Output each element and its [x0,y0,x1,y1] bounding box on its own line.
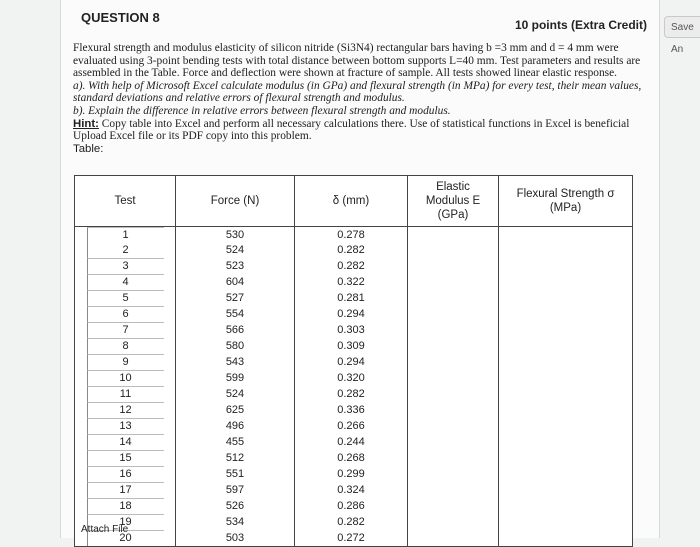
strength-cell [499,370,633,386]
modulus-cell [408,482,499,498]
header-modulus [408,176,499,227]
force-cell: 524 [176,386,295,402]
deflection-cell: 0.286 [295,498,408,514]
test-number: 20 [87,530,164,546]
modulus-cell [408,243,499,258]
deflection-cell: 0.299 [295,466,408,482]
force-cell: 523 [176,258,295,274]
modulus-cell [408,530,499,547]
force-cell: 526 [176,498,295,514]
force-cell: 530 [176,227,295,244]
table-row [75,227,633,244]
modulus-cell [408,274,499,290]
strength-cell [499,466,633,482]
strength-cell [499,402,633,418]
deflection-cell: 0.282 [295,258,408,274]
strength-cell [499,386,633,402]
test-number: 15 [87,450,164,466]
test-cell [75,386,176,402]
strength-cell [499,322,633,338]
table-header-row [75,176,633,227]
strength-cell [499,354,633,370]
test-cell [75,402,176,418]
force-cell: 597 [176,482,295,498]
table-body [75,227,633,547]
modulus-cell [408,450,499,466]
modulus-cell [408,322,499,338]
table-row [75,466,633,482]
table-row [75,450,633,466]
strength-cell [499,227,633,244]
header-strength [499,176,633,227]
table-row [75,338,633,354]
strength-cell [499,450,633,466]
deflection-cell: 0.294 [295,354,408,370]
table-row [75,290,633,306]
strength-cell [499,338,633,354]
deflection-cell: 0.309 [295,338,408,354]
table-row [75,514,633,530]
header-strength-line2: (MPa) [549,202,582,214]
force-cell: 543 [176,354,295,370]
strength-cell [499,530,633,547]
modulus-cell [408,514,499,530]
test-number: 19 [87,514,164,530]
hint-paragraph [73,118,655,131]
test-number: 7 [87,322,164,338]
test-number: 18 [87,498,164,514]
deflection-cell: 0.244 [295,434,408,450]
test-number: 3 [87,258,164,274]
table-row [75,243,633,258]
hint-text: Copy table into Excel and perform all necessary calculations there. Use of statistical functions in Excel is beneficial [98,117,630,130]
modulus-cell [408,418,499,434]
modulus-cell [408,258,499,274]
modulus-cell [408,306,499,322]
table-row [75,482,633,498]
test-number: 16 [87,466,164,482]
deflection-cell: 0.324 [295,482,408,498]
modulus-cell [408,370,499,386]
test-cell [75,482,176,498]
deflection-cell: 0.272 [295,530,408,547]
header-strength-line1: Flexural Strength σ [516,188,615,200]
question-points: 10 points (Extra Credit) [514,18,647,32]
modulus-cell [408,466,499,482]
strength-cell [499,274,633,290]
modulus-cell [408,290,499,306]
deflection-cell: 0.278 [295,227,408,244]
force-cell: 580 [176,338,295,354]
test-number: 12 [87,402,164,418]
test-number: 1 [87,227,164,243]
test-cell [75,450,176,466]
header-modulus-line1: Elastic [436,181,470,193]
strength-cell [499,290,633,306]
table-row [75,386,633,402]
force-cell: 524 [176,243,295,258]
test-cell [75,434,176,450]
deflection-cell: 0.281 [295,290,408,306]
header-deflection: δ (mm) [295,176,408,227]
test-number: 6 [87,306,164,322]
header-modulus-line3: (GPa) [437,209,469,221]
deflection-cell: 0.282 [295,386,408,402]
test-number: 13 [87,418,164,434]
force-cell: 455 [176,434,295,450]
test-cell [75,274,176,290]
part-b-text: b). Explain the difference in relative errors between flexural strength and modulus. [73,104,451,117]
strength-cell [499,434,633,450]
test-cell [75,227,176,244]
attach-file-link[interactable]: Attach File [81,524,129,535]
table-row [75,322,633,338]
table-row [75,418,633,434]
modulus-cell [408,498,499,514]
force-cell: 512 [176,450,295,466]
modulus-cell [408,227,499,244]
header-test: Test [75,176,176,227]
test-cell [75,466,176,482]
table-row [75,354,633,370]
deflection-cell: 0.282 [295,514,408,530]
test-number: 10 [87,370,164,386]
test-cell [75,354,176,370]
strength-cell [499,306,633,322]
deflection-cell: 0.320 [295,370,408,386]
test-number: 9 [87,354,164,370]
test-number: 11 [87,386,164,402]
test-number: 5 [87,290,164,306]
force-cell: 527 [176,290,295,306]
test-cell [75,418,176,434]
test-cell [75,306,176,322]
hint-label: Hint: [73,117,99,130]
save-answer-button[interactable]: Save An [664,16,700,38]
force-cell: 551 [176,466,295,482]
test-cell [75,370,176,386]
force-cell: 599 [176,370,295,386]
deflection-cell: 0.322 [295,274,408,290]
question-text [73,42,655,155]
strength-cell [499,418,633,434]
test-cell [75,322,176,338]
test-number: 17 [87,482,164,498]
deflection-cell: 0.294 [295,306,408,322]
table-row [75,498,633,514]
force-cell: 625 [176,402,295,418]
test-cell [75,258,176,274]
upload-instruction: Upload Excel file or its PDF copy into this problem. [73,130,312,143]
header-modulus-line2: Modulus E [425,195,481,207]
test-cell [75,243,176,258]
table-row [75,402,633,418]
force-cell: 554 [176,306,295,322]
test-number: 4 [87,274,164,290]
question-title: QUESTION 8 [81,10,160,25]
deflection-cell: 0.268 [295,450,408,466]
problem-statement: Flexural strength and modulus elasticity of silicon nitride (Si3N4) rectangular bars having b =3 mm and d = 4 mm were evaluated using 3-point bending tests with total distance between bottom supports L=40 mm. Test parameters and results are assembled in the Table. Force and deflection were shown at fracture of sample. All tests showed linear elastic response. [73,42,641,80]
table-row [75,370,633,386]
modulus-cell [408,386,499,402]
test-cell [75,498,176,514]
force-cell: 566 [176,322,295,338]
force-cell: 534 [176,514,295,530]
table-label: Table: [73,142,104,155]
modulus-cell [408,338,499,354]
modulus-cell [408,402,499,418]
deflection-cell: 0.282 [295,243,408,258]
header-force: Force (N) [176,176,295,227]
table-row [75,434,633,450]
deflection-cell: 0.303 [295,322,408,338]
force-cell: 604 [176,274,295,290]
results-table [74,175,633,547]
test-number: 2 [87,243,164,258]
modulus-cell [408,354,499,370]
force-cell: 503 [176,530,295,547]
force-cell: 496 [176,418,295,434]
table-row [75,530,633,547]
strength-cell [499,243,633,258]
strength-cell [499,514,633,530]
deflection-cell: 0.336 [295,402,408,418]
strength-cell [499,498,633,514]
table-row [75,258,633,274]
part-a-text: a). With help of Microsoft Excel calculate modulus (in GPa) and flexural strength (in MPa) for every test, their mean values, standard deviations and relative errors of flexural strength and modulus. [73,79,642,105]
test-number: 14 [87,434,164,450]
strength-cell [499,482,633,498]
table-row [75,274,633,290]
deflection-cell: 0.266 [295,418,408,434]
question-panel [60,0,660,545]
test-cell [75,290,176,306]
strength-cell [499,258,633,274]
table-row [75,306,633,322]
test-cell [75,338,176,354]
modulus-cell [408,434,499,450]
test-number: 8 [87,338,164,354]
